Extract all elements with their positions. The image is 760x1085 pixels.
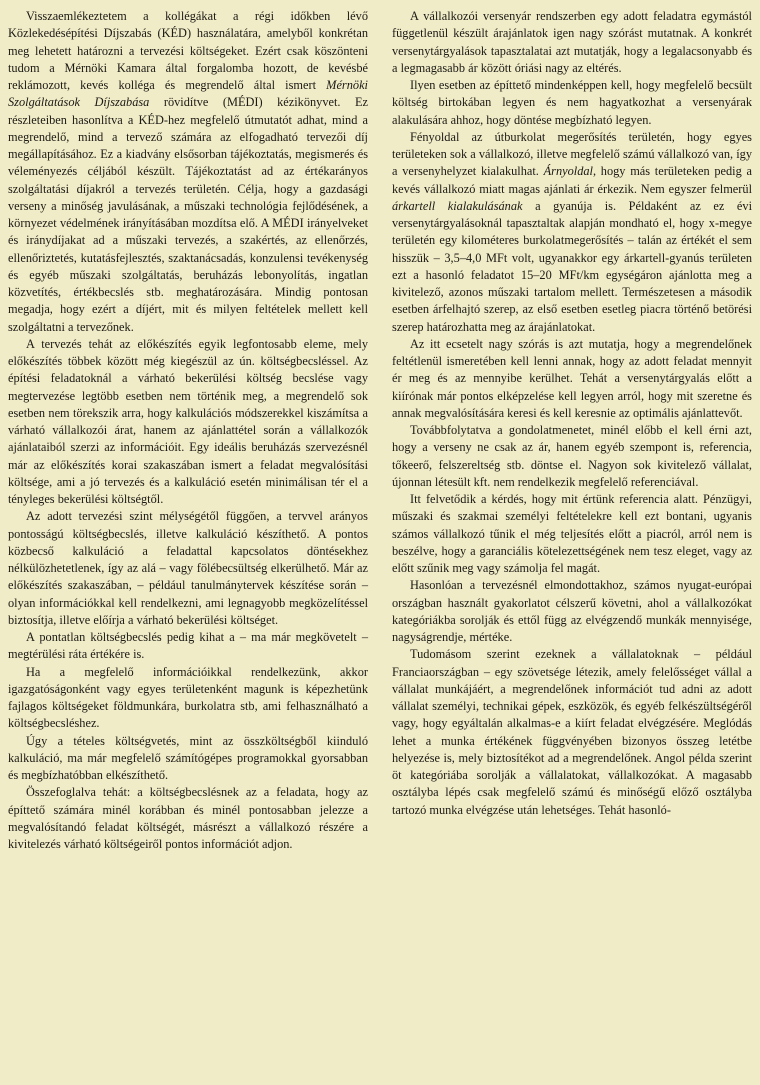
paragraph: Ilyen esetben az építtető mindenképpen kell, hogy megfelelő becsült költség birtokában legyen és nem hagyatkozhat a versenyárak alakulására ahhoz, hogy döntése megbízható legyen. <box>392 78 752 127</box>
paragraph: Fényoldal az útburkolat megerősítés területén, hogy egyes területeken sok a vállalkozó, illetve megfelelő számú vállalkozó van, így a versenyhelyzet kialakulhat. Árnyoldal, hogy más területeken pedig a kevés vállalkozó miatt magas ajánlati ár érkezik. Nem egyszer felmerül árkartell kialakulásának a gyanúja is. Példaként az ez évi versenytárgyalásoknál tapasztaltak alapján mondható el, hogy x-megye területén egy kilométeres burkolatmegerősítés – talán az értékét el sem hisszük – 3,5–4,0 MFt volt, ugyanakkor egy árkartell-gyanús területen ezt a hasonló feladatot 15–20 MFt/km egységáron ajánlotta meg a kivitelező, azonos műszaki tartalom mellett. Természetesen a második esetben árfelhajtó szerep, az első esetben esetleg piacra történő betörési szerep határozhatta meg az árajánlatokat. <box>392 129 752 334</box>
paragraph: Az adott tervezési szint mélységétől függően, a tervvel arányos pontosságú költségbecslés, illetve kalkuláció készíthető. A pontos közbecső kalkuláció a feladattal kapcsolatos döntésekhez nélkülözhetetlenek, így az alá – vagy fölébecsültség elkerülhető. Már az előkészítés szakaszában, – például tanulmánytervek készítése során – olyan információkkal kell rendelkezni, ami legnagyobb megközelítéssel biztosítja, illetve előírja a várható bekerülési költséget. <box>8 509 368 627</box>
left-column <box>8 8 368 1085</box>
emphasis: Mérnöki Szolgáltatások Díjszabása <box>8 78 368 110</box>
paragraph: Továbbfolytatva a gondolatmenetet, minél előbb el kell érni azt, hogy a verseny ne csak az ár, hanem egyéb szempont is, referencia, tőkeerő, felszereltség stb. döntse el. Nagyon sok kivitelező vállalat, újonnan létesült kft. nem rendelkezik megfelelő referenciával. <box>392 423 752 489</box>
paragraph: Ha a megfelelő információikkal rendelkezünk, akkor igazgatóságonként vagy egyes területenként magunk is képezhetünk fajlagos költségeket földmunkára, burkolatra stb, ami felhasználható a költségbecsléshez. <box>8 664 368 731</box>
paragraph: Összefoglalva tehát: a költségbecslésnek az a feladata, hogy az építtető számára minél korábban és minél pontosabban jelezze a megvalósítandó feladat költségét, másrészt a vállalkozó részére a kivitelezés várható költségeiről pontos információt adjon. <box>8 785 368 851</box>
paragraph: Itt felvetődik a kérdés, hogy mit értünk referencia alatt. Pénzügyi, műszaki és szakmai személyi feltételekre kell ezt bontani, ugyanis számos vállalkozó tűnik el még teljesítés előtt a piacról, arról nem is beszélve, hogy a garanciális kötelezettségének nem tesz eleget, vagy az előtt szűnik meg vagy számolja fel magát. <box>392 492 752 575</box>
paragraph: Visszaemlékeztetem a kollégákat a régi időkben lévő Közlekedésépítési Díjszabás (KÉD) használatára, amelyből konkrétan meg lehetett határozni a tervezési költségeket. Ezért csak köszönteni tudom a Mérnöki Kamara által forgalomba hozott, de kevésbé reklámozott, kevés kolléga és megrendelő által ismert Mérnöki Szolgáltatások Díjszabása rövidítve (MÉDI) kézikönyvet. Ez részleteiben hasonlítva a KÉD-hez megfelelő útmutatót adhat, mind a megrendelő, mind a tervező számára az elfogadható tervezői díj megállapításához. Ez a kiadvány elsősorban tájékoztatás, megismerés és véleményezés céljából készült. Tájékoztatást ad az értékarányos szolgáltatási díjakról a tervezés területén. Célja, hogy a gazdasági verseny a minőség javulásának, a műszaki technológia fejlődésének, a környezet védelmének irányításában mozdítsa elő. A MÉDI irányelveket és iránydíjakat ad a műszaki tervezés, a szakértés, az ellenőrzés, ellenőriztetés, kutatásfejlesztés, szaktanácsadás, konzulensi tevékenység és egyéb műszaki szolgáltatás, beruházás lebonyolítás, ingatlan közvetítés, értékbecslés stb. meghatározására. Mindig pontosan megadja, hogy ezért a díjért, mit és milyen feltételek mellett kell szolgáltatni a tervezőnek. <box>8 9 368 334</box>
paragraph: A tervezés tehát az előkészítés egyik legfontosabb eleme, mely előkészítés többek között még kiegészül az ún. költségbecsléssel. Az építési feladatoknál a várható bekerülési költség becslése vagy megtervezése legtöbb esetben nem történik meg, a megrendelő sok esetben nem törekszik arra, hogy kalkulációs módszerekkel kiszámítsa a várható vállalkozói árat, hanem az ajánlattétel során a vállalkozók ajánlataiból szerzi az információit. Egy ideális beruházás szervezésnél már az előkészítés korai szakaszában ismert a feladat megvalósítási költsége, ami a jó tervezés és a kalkuláció esetén minimálisan tér el a tényleges bekerülési költségtől. <box>8 336 368 506</box>
paragraph: Hasonlóan a tervezésnél elmondottakhoz, számos nyugat-európai országban használt gyakorlatot célszerű követni, ahol a vállalkozókat kategóriákba sorolják és ettől függ az elvégzendő munkák mennyisége, nagyságrendje, mértéke. <box>392 578 752 644</box>
paragraph: Tudomásom szerint ezeknek a vállalatoknak – például Franciaországban – egy szövetsége létezik, amely felelősséget vállal a vállalat munkájáért, a megrendelőnek információt tud adni az adott vállalat személyi, technikai gépek, eszközök, és egyéb felkészültségéről vagy, hogy egyáltalán alkalmas-e a kiírt feladat elvégzésére. Meglódás lehet a munka értékének függvényében bizonyos összeg letétbe helyezése is, mely biztosítékot ad a megrendelőnek. Angol példa szerint öt kategóriába sorolják a vállalatokat, vállalkozókat. A magasabb osztályba lépés csak megfelelő számú és minőségű előző osztályba tartozó munka elvégzése után lehetséges. Tehát hasonló- <box>392 647 752 817</box>
paragraph: Az itt ecsetelt nagy szórás is azt mutatja, hogy a megrendelőnek feltétlenül ismeretében kell lenni annak, hogy az adott feladat mennyit ér meg és az mennyibe kerülhet. Tehát a versenytárgyalás előtt a kiírónak már pontos elképzelése kell legyen arról, hogy mit szeretne és annak megvalósítására keresi és kell keresnie az optimális ajánlattevőt. <box>392 336 752 420</box>
paragraph: A vállalkozói versenyár rendszerben egy adott feladatra egymástól függetlenül készült árajánlatok igen nagy szórást mutatnak. A konkrét versenytárgyalások tapasztalatai azt mutatják, hogy a legalacsonyabb és a legmagasabb ár között óriási nagy az eltérés. <box>392 9 752 75</box>
emphasis: Árnyoldal <box>543 164 593 179</box>
paragraph: Úgy a tételes költségvetés, mint az összköltségből kiinduló kalkuláció, ma már megfelelő számítógépes programokkal gyorsabban és megbízhatóbban elkészíthető. <box>8 733 368 782</box>
paragraph: A pontatlan költségbecslés pedig kihat a – ma már megkövetelt – megtérülési ráta értékére is. <box>8 630 368 662</box>
emphasis: árkartell kialakulásának <box>392 198 523 213</box>
right-column <box>392 8 752 1085</box>
